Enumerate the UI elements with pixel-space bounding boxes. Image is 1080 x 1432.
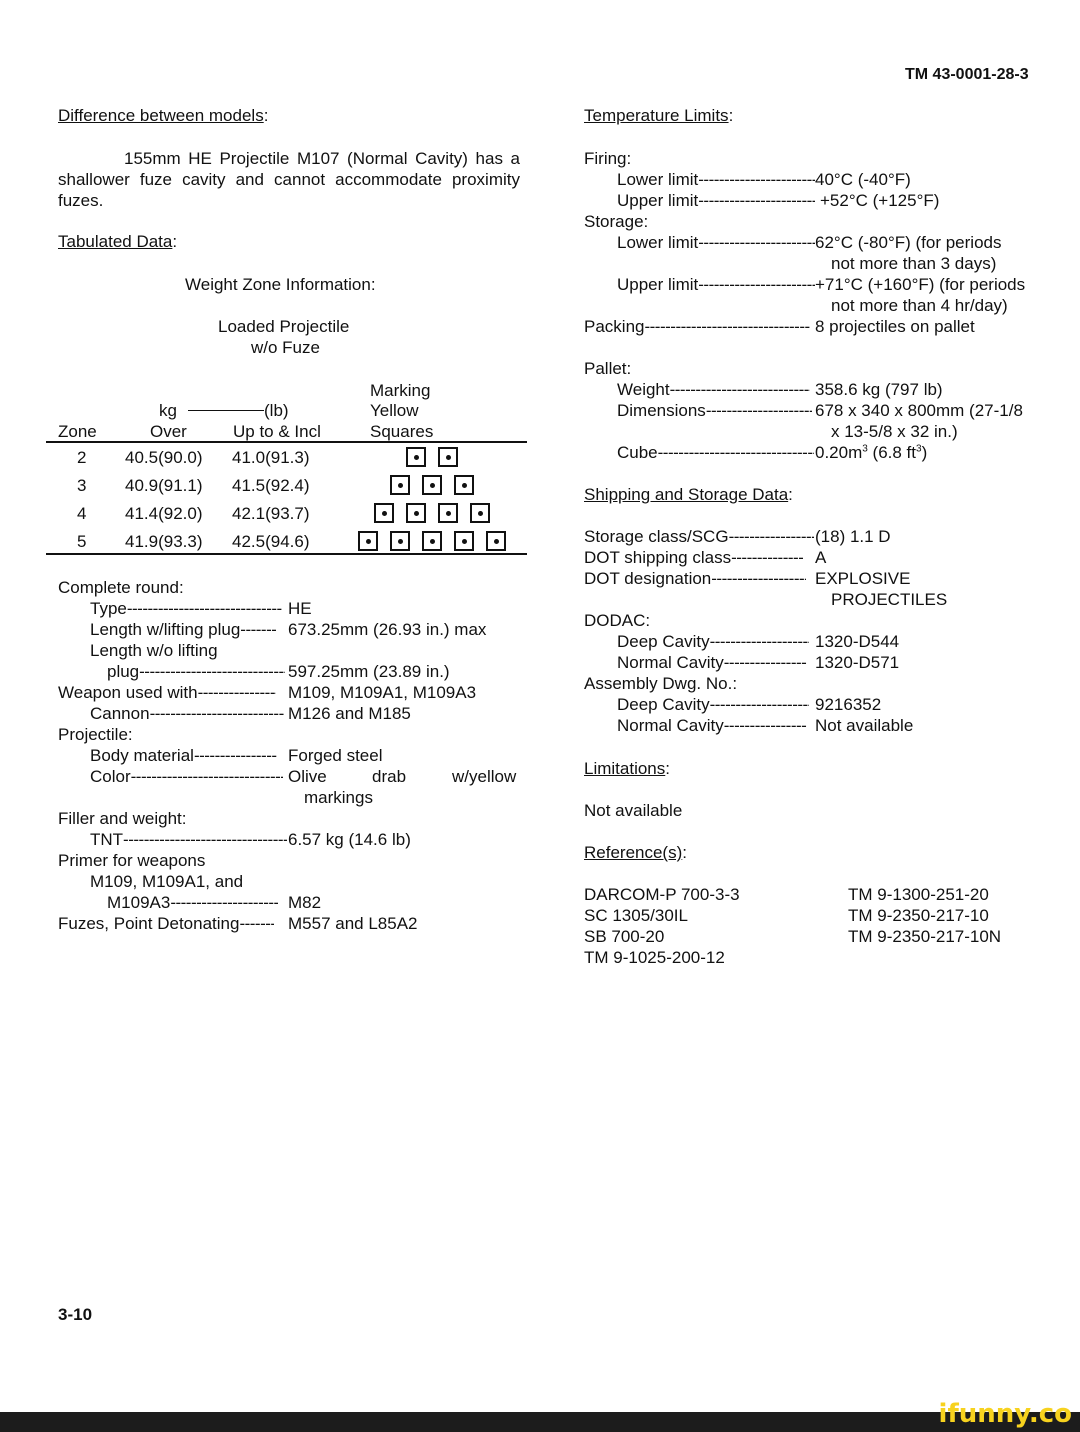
reference-item: TM 9-2350-217-10N — [848, 927, 1002, 946]
yellow-square-marking — [358, 531, 378, 551]
limitations-heading: Limitations: — [584, 759, 670, 778]
table-head-kg: kg — [159, 401, 177, 420]
upto-cell: 41.0(91.3) — [232, 448, 310, 467]
table-bottom-rule — [46, 553, 527, 555]
color-line: Color----- Olive drab w/yellow — [58, 766, 538, 787]
pallet-cube-line: Cube----- $0.20m^3$ (6.8 $ft^3$) — [584, 442, 1054, 463]
temperature-heading: Temperature Limits: — [584, 106, 734, 125]
yellow-square-marking — [486, 531, 506, 551]
yellow-square-marking — [390, 531, 410, 551]
complete-round-block — [58, 577, 538, 934]
reference-item: DARCOM-P 700-3-3 — [584, 885, 740, 904]
limitations-text: Not available — [584, 801, 683, 820]
reference-item: TM 9-1025-200-12 — [584, 948, 725, 967]
assembly-normal-line: Normal Cavity----- Not available — [584, 715, 1054, 736]
length-wo-line1: Length w/o lifting — [90, 641, 218, 660]
yellow-square-marking — [406, 447, 426, 467]
table-head-lb: (lb) — [264, 401, 289, 420]
yellow-square-marking — [406, 503, 426, 523]
weapon-line: Weapon used with----- M109, M109A1, M109A3 — [58, 682, 538, 703]
type-line: Type----- HE — [58, 598, 538, 619]
wo-fuze-label: w/o Fuze — [251, 338, 320, 357]
table-row — [0, 445, 540, 471]
color-line2: markings — [304, 788, 373, 807]
storage-lower-line2: not more than 3 days) — [831, 254, 997, 273]
fuzes-line: Fuzes, Point Detonating----- M557 and L85A2 — [58, 913, 538, 934]
complete-round-heading: Complete round: — [58, 578, 184, 597]
storage-lower-line: Lower limit----- 62°C (-80°F) (for periods — [584, 232, 1054, 253]
table-row — [0, 501, 540, 527]
table-head-yellow: Yellow — [370, 401, 419, 420]
yellow-square-marking — [422, 531, 442, 551]
references-right-list — [848, 884, 1001, 947]
cannon-line: Cannon----- M126 and M185 — [58, 703, 538, 724]
spacer — [584, 337, 1054, 358]
table-row — [0, 473, 540, 499]
over-cell: 40.9(91.1) — [125, 476, 203, 495]
reference-item: TM 9-1300-251-20 — [848, 885, 989, 904]
body-material-line: Body material----- Forged steel — [58, 745, 538, 766]
length-wo-line2: plug----- 597.25mm (23.89 in.) — [58, 661, 538, 682]
projectile-heading: Projectile: — [58, 725, 133, 744]
table-top-rule — [46, 441, 527, 443]
zone-cell: 2 — [77, 448, 87, 467]
storage-upper-line2: not more than 4 hr/day) — [831, 296, 1008, 315]
storage-upper-line: Upper limit----- +71°C (+160°F) (for periods — [584, 274, 1054, 295]
difference-heading: Difference between models: — [58, 106, 269, 125]
ifunny-watermark-logo: ifunny.co — [938, 1399, 1072, 1429]
shipping-block — [584, 526, 1054, 736]
primer-line2: M109, M109A1, and — [90, 872, 244, 891]
upto-cell: 41.5(92.4) — [232, 476, 310, 495]
firing-lower-line: Lower limit----- 40°C (-40°F) — [584, 169, 1054, 190]
length-lifting-line: Length w/lifting plug----- 673.25mm (26.93 in.) max — [58, 619, 538, 640]
primer-line3: M109A3----- M82 — [58, 892, 538, 913]
filler-heading: Filler and weight: — [58, 809, 187, 828]
over-cell: 41.9(93.3) — [125, 532, 203, 551]
upto-cell: 42.5(94.6) — [232, 532, 310, 551]
yellow-square-marking — [454, 531, 474, 551]
dodac-heading: DODAC: — [584, 611, 651, 630]
page-number: 3-10 — [58, 1305, 93, 1324]
table-head-upto: Up to & Incl — [233, 422, 321, 441]
reference-item: SB 700-20 — [584, 927, 665, 946]
yellow-square-marking — [422, 475, 442, 495]
assembly-deep-line: Deep Cavity----- 9216352 — [584, 694, 1054, 715]
references-left-list — [584, 884, 740, 968]
temperature-block — [584, 148, 1054, 463]
firing-upper-line: Upper limit----- +52°C (+125°F) — [584, 190, 1054, 211]
shipping-heading: Shipping and Storage Data: — [584, 485, 793, 504]
table-head-arrow — [188, 410, 264, 411]
firing-heading: Firing: — [584, 149, 632, 168]
reference-item: SC 1305/30IL — [584, 906, 688, 925]
table-row — [0, 529, 540, 555]
over-cell: 41.4(92.0) — [125, 504, 203, 523]
table-head-marking: Marking — [370, 381, 431, 400]
upto-cell: 42.1(93.7) — [232, 504, 310, 523]
zone-cell: 3 — [77, 476, 87, 495]
table-head-zone: Zone — [58, 422, 97, 441]
table-head-over: Over — [150, 422, 187, 441]
packing-line: Packing----- 8 projectiles on pallet — [584, 316, 1054, 337]
references-heading: Reference(s): — [584, 843, 687, 862]
dodac-deep-line: Deep Cavity----- 1320-D544 — [584, 631, 1054, 652]
dodac-normal-line: Normal Cavity----- 1320-D571 — [584, 652, 1054, 673]
table-head-squares: Squares — [370, 422, 434, 441]
dot-designation-line2: PROJECTILES — [831, 590, 948, 609]
tabulated-heading: Tabulated Data: — [58, 232, 178, 251]
tnt-line: TNT----- 6.57 kg (14.6 lb) — [58, 829, 538, 850]
pallet-weight-line: Weight----- 358.6 kg (797 lb) — [584, 379, 1054, 400]
yellow-square-marking — [438, 503, 458, 523]
storage-class-line: Storage class/SCG----- (18) 1.1 D — [584, 526, 1054, 547]
zone-cell: 4 — [77, 504, 87, 523]
over-cell: 40.5(90.0) — [125, 448, 203, 467]
assembly-heading: Assembly Dwg. No.: — [584, 674, 738, 693]
weight-zone-title: Weight Zone Information: — [185, 275, 376, 294]
difference-text: 155mm HE Projectile M107 (Normal Cavity) has a shallower fuze cavity and cannot accommodate proximity fuzes. — [58, 149, 520, 210]
yellow-square-marking — [454, 475, 474, 495]
yellow-square-marking — [438, 447, 458, 467]
dot-class-line: DOT shipping class----- A — [584, 547, 1054, 568]
storage-heading: Storage: — [584, 212, 649, 231]
reference-item: TM 9-2350-217-10 — [848, 906, 989, 925]
pallet-dimensions-line2: x 13-5/8 x 32 in.) — [831, 422, 958, 441]
zone-cell: 5 — [77, 532, 87, 551]
primer-line1: Primer for weapons — [58, 851, 206, 870]
loaded-projectile-label: Loaded Projectile — [218, 317, 350, 336]
yellow-square-marking — [390, 475, 410, 495]
watermark-bar — [0, 1412, 1080, 1432]
pallet-dimensions-line: Dimensions----- 678 x 340 x 800mm (27-1/8 — [584, 400, 1054, 421]
yellow-square-marking — [470, 503, 490, 523]
yellow-square-marking — [374, 503, 394, 523]
pallet-heading: Pallet: — [584, 359, 632, 378]
dot-designation-line: DOT designation----- EXPLOSIVE — [584, 568, 1054, 589]
document-number: TM 43-0001-28-3 — [905, 66, 1029, 83]
